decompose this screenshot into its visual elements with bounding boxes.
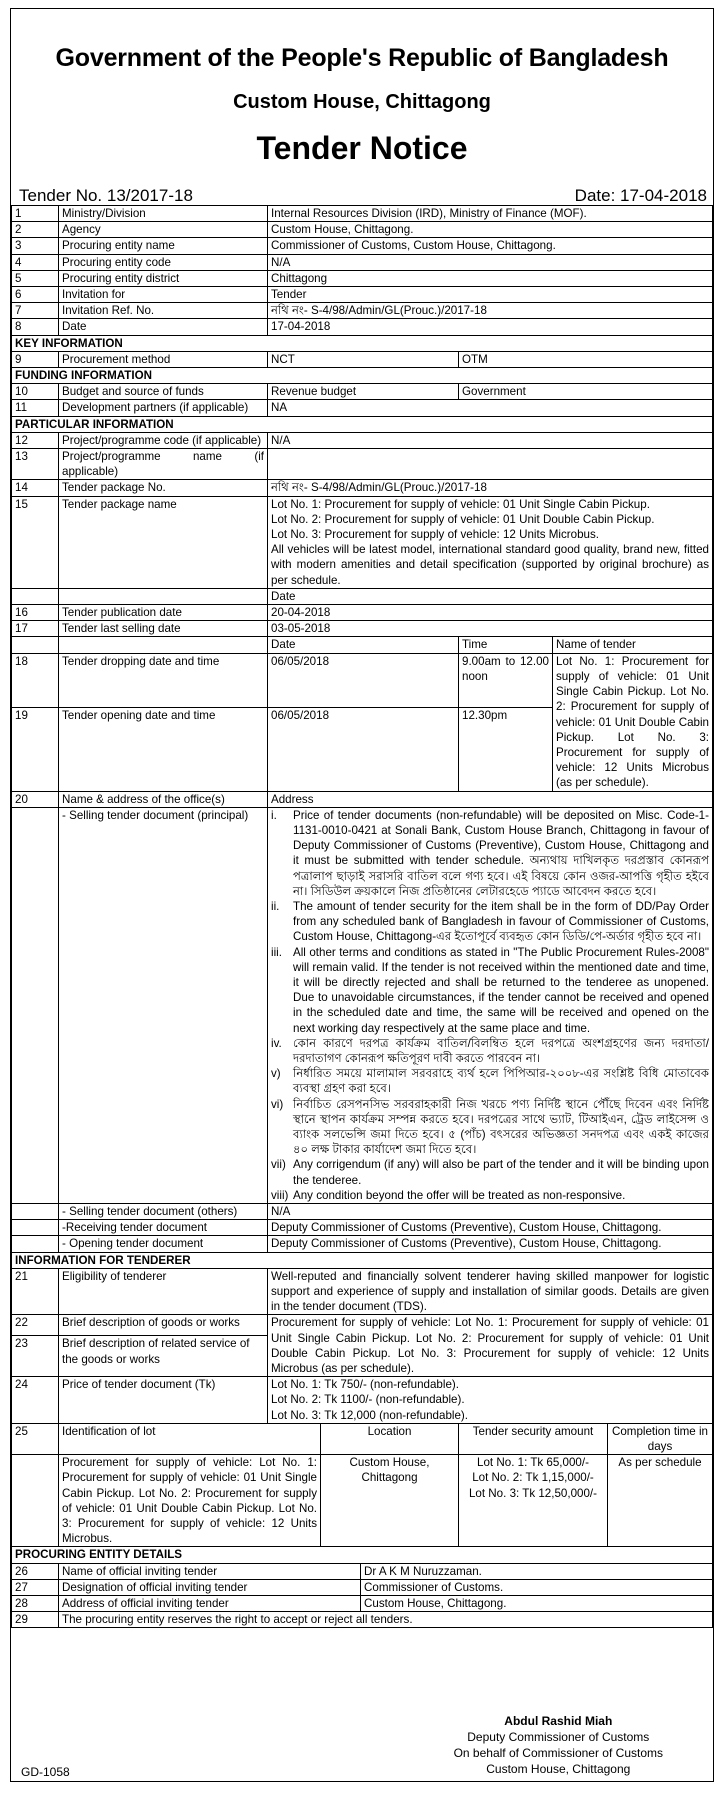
table-row: 22 Brief description of goods or works Procurement for supply of vehicle: Lot No. 1: Procurement for supply of vehicle: 01 Unit Single Cabin Pickup. Lot No. 2: Procurement for supply of vehicle: 01 Unit Double Cabin Pickup. Lot No. 3: Procurement for supply of vehicle: 12 Units Microbus (as per schedule). — [12, 1315, 713, 1336]
table-row: 29 The procuring entity reserves the right to accept or reject all tenders. — [12, 1612, 713, 1628]
table-row: 19 Tender opening date and time 06/05/2018 12.30pm — [12, 707, 713, 791]
terms-list — [271, 808, 709, 1203]
table-row: - Selling tender document (principal) i. Price of tender documents (non-refundable) will be deposited on Misc. Code-1-1131-0010-0421 at Sonali Bank, Custom House Branch, Chittagong in favour of Deputy Commissioner of Customs (Preventive), Custom House, Chittagong and it must be submitted with tender schedule. অন্যথায় দাখিলকৃত দরপ্রস্তাব কোনরূপ পত্রালাপ ছাড়াই সরাসরি বাতিল বলে গণ্য হবে। এই বিষয়ে কোন ওজর-আপত্তি গৃহীত হইবে না। সিডিউল ক্রয়কালে নিজ প্রতিষ্ঠানের লেটারহেডে প্যাডে আবেদন করতে হবে। ii. The amount of tender security for the item shall be in the form of DD/Pay Order from any scheduled bank of Bangladesh in favour of Commissioner of Customs, Custom House, Chittagong-এর ইতোপূর্বে ব্যবহৃত কোন ডিডি/পে-অর্ডার গৃহীত হবে না। iii. All other terms and conditions as stated in "The Public Procurement Rules-2008" will remain valid. If the tender is not received within the mentioned date and time, it will be directly rejected and shall be returned to the tenderee as unopened. Due to unavoidable circumstances, if the tender cannot be received and opened in the scheduled date and time, the same will be received and opened on the next working day respectively at the same place and time. iv. কোন কারণে দরপত্র কার্যক্রম বাতিল/বিলম্বিত হলে দরপত্রে অংশগ্রহণের জন্য দরদাতা/দরদাতাগণ কোনরূপ ক্ষতিপূরণ দাবী করতে পারবেন না। v) নির্ধারিত সময়ে মালামাল সরবরাহে ব্যর্থ হলে পিপিআর-২০০৮-এর সংশ্লিষ্ট বিধি মোতাবেক ব্যবস্থা গ্রহণ করা হবে। vi) নির্বাচিত রেসপনসিভ সরবরাহকারী নিজ খরচে পণ্য নির্দিষ্ট স্থানে পৌঁছে দিবেন এবং নির্দিষ্ট স্থানে স্থাপন কার্যক্রম সম্পন্ন করতে হবে। দরপত্রের সাথে ভ্যাট, টিআইএন, ট্রেড লাইসেন্স ও ব্যাংক সলভেন্সি জমা দিতে হবে। ৫ (পাঁচ) বৎসরের অভিজ্ঞতা সনদপত্র এবং একই কাজের ৪০ লক্ষ টাকার কার্যাদেশ জমা দিতে হবে। vii) Any corrigendum (if any) will also be part of the tender and it will be binding upon the tenderee. viii) Any condition beyond the offer will be treated as non-responsive. — [12, 807, 713, 1203]
table-row: 28 Address of official inviting tender Custom House, Chittagong. — [12, 1596, 713, 1612]
goods-description: Procurement for supply of vehicle: Lot No. 1: Procurement for supply of vehicle: 01 Unit Single Cabin Pickup. Lot No. 2: Procurement for supply of vehicle: 01 Unit Double Cabin Pickup. Lot No. 3: Procurement for supply of vehicle: 12 Units Microbus (as per schedule). — [268, 1315, 713, 1377]
table-row: 11 Development partners (if applicable) NA — [12, 400, 713, 416]
table-row: 23 Brief description of related service of the goods or works — [12, 1336, 713, 1377]
table-row: 18 Tender dropping date and time 06/05/2018 9.00am to 12.00 noon Lot No. 1: Procurement for supply of vehicle: 01 Unit Single Cabin Pickup. Lot No. 2: Procurement for supply of vehicle: 01 Unit Double Cabin Pickup. Lot No. 3: Procurement for supply of vehicle: 12 Units Microbus (as per schedule). — [12, 653, 713, 707]
table-row: 2 Agency Custom House, Chittagong. — [12, 222, 713, 238]
government-heading: Government of the People's Republic of Bangladesh — [55, 44, 669, 72]
signatory-name: Abdul Rashid Miah — [504, 1714, 613, 1728]
table-row: - Selling tender document (others) N/A — [12, 1204, 713, 1220]
table-row: 9 Procurement method NCT OTM — [12, 351, 713, 367]
table-row: 12 Project/programme code (if applicable) N/A — [12, 432, 713, 448]
table-row: 3 Procuring entity name Commissioner of Customs, Custom House, Chittagong. — [12, 238, 713, 254]
table-row: 8 Date 17-04-2018 — [12, 319, 713, 335]
term-item: vii) Any corrigendum (if any) will also be part of the tender and it will be binding upon the tenderee. — [271, 1158, 709, 1187]
table-row: 4 Procuring entity code N/A — [12, 254, 713, 270]
term-item: viii) Any condition beyond the offer will be treated as non-responsive. — [271, 1188, 626, 1202]
tender-number: Tender No. 13/2017-18 — [19, 186, 193, 205]
table-row: 20 Name & address of the office(s) Address — [12, 791, 713, 807]
table-row: 27 Designation of official inviting tender Commissioner of Customs. — [12, 1579, 713, 1595]
office-heading: Custom House, Chittagong — [233, 91, 491, 113]
section-procuring-entity: PROCURING ENTITY DETAILS — [12, 1547, 713, 1563]
notice-meta — [19, 186, 707, 205]
table-row: Date Time Name of tender — [12, 637, 713, 653]
footer-code: GD-1058 — [21, 1765, 70, 1779]
table-row: 21 Eligibility of tenderer Well-reputed and financially solvent tenderer having skilled manpower for logistic support and experience of supply and installation of similar goods. Details are given in the tender document (TDS). — [12, 1268, 713, 1315]
table-row: 13 Project/programme name (if applicable) — [12, 449, 713, 480]
table-row: 7 Invitation Ref. No. নথি নং- S-4/98/Admin/GL(Prouc.)/2017-18 — [12, 303, 713, 319]
term-item: i. Price of tender documents (non-refundable) will be deposited on Misc. Code-1-1131-0010-0421 at Sonali Bank, Custom House Branch, Chittagong in favour of Deputy Commissioner of Customs (Preventive), Custom House, Chittagong and it must be submitted with tender schedule. অন্যথায় দাখিলকৃত দরপ্রস্তাব কোনরূপ পত্রালাপ ছাড়াই সরাসরি বাতিল বলে গণ্য হবে। এই বিষয়ে কোন ওজর-আপত্তি গৃহীত হইবে না। সিডিউল ক্রয়কালে নিজ প্রতিষ্ঠানের লেটারহেডে প্যাডে আবেদন করতে হবে। — [271, 808, 709, 898]
term-item: iii. All other terms and conditions as stated in "The Public Procurement Rules-2008" will remain valid. If the tender is not received within the mentioned date and time, it will be directly rejected and shall be returned to the tenderee as unopened. Due to unavoidable circumstances, if the tender cannot be received and opened in the scheduled date and time, the same will be received and opened on the next working day respectively at the same place and time. — [271, 945, 709, 1035]
table-row: 16 Tender publication date 20-04-2018 — [12, 605, 713, 621]
tender-notice-page — [10, 8, 714, 1782]
tender-table — [11, 205, 713, 1628]
term-item: v) নির্ধারিত সময়ে মালামাল সরবরাহে ব্যর্থ হলে পিপিআর-২০০৮-এর সংশ্লিষ্ট বিধি মোতাবেক ব্যবস্থা গ্রহণ করা হবে। — [271, 1067, 709, 1096]
notice-date: Date: 17-04-2018 — [574, 186, 707, 205]
table-row: - Opening tender document Deputy Commissioner of Customs (Preventive), Custom House, Chittagong. — [12, 1236, 713, 1252]
table-row: 24 Price of tender document (Tk) Lot No. 1: Tk 750/- (non-refundable). Lot No. 2: Tk 1100/- (non-refundable). Lot No. 3: Tk 12,000 (non-refundable). — [12, 1377, 713, 1424]
signature-block: Abdul Rashid Miah Deputy Commissioner of Customs On behalf of Commissioner of Customs Custom House, Chittagong — [453, 1714, 663, 1776]
section-funding-information: FUNDING INFORMATION — [12, 368, 713, 384]
table-row: Procurement for supply of vehicle: Lot No. 1: Procurement for supply of vehicle: 01 Unit Single Cabin Pickup. Lot No. 2: Procurement for supply of vehicle: 01 Unit Double Cabin Pickup. Lot No. 3: Procurement for supply of vehicle: 12 Units Microbus. Custom House, Chittagong Lot No. 1: Tk 65,000/- Lot No. 2: Tk 1,15,000/- Lot No. 3: Tk 12,50,000/- As per schedule — [12, 1455, 713, 1547]
section-key-information: KEY INFORMATION — [12, 335, 713, 351]
term-item: ii. The amount of tender security for the item shall be in the form of DD/Pay Order from any scheduled bank of Bangladesh in favour of Commissioner of Customs, Custom House, Chittagong-এর ইতোপূর্বে ব্যবহৃত কোন ডিডি/পে-অর্ডার গৃহীত হবে না। — [271, 899, 709, 944]
term-item: iv. কোন কারণে দরপত্র কার্যক্রম বাতিল/বিলম্বিত হলে দরপত্রে অংশগ্রহণের জন্য দরদাতা/দরদাতাগণ কোনরূপ ক্ষতিপূরণ দাবী করতে পারবেন না। — [271, 1036, 709, 1065]
table-row: Date — [12, 588, 713, 604]
table-row: -Receiving tender document Deputy Commissioner of Customs (Preventive), Custom House, Chittagong. — [12, 1220, 713, 1236]
term-item: vi) নির্বাচিত রেসপনসিভ সরবরাহকারী নিজ খরচে পণ্য নির্দিষ্ট স্থানে পৌঁছে দিবেন এবং নির্দিষ্ট স্থানে স্থাপন কার্যক্রম সম্পন্ন করতে হবে। দরপত্রের সাথে ভ্যাট, টিআইএন, ট্রেড লাইসেন্স ও ব্যাংক সলভেন্সি জমা দিতে হবে। ৫ (পাঁচ) বৎসরের অভিজ্ঞতা সনদপত্র এবং একই কাজের ৪০ লক্ষ টাকার কার্যাদেশ জমা দিতে হবে। — [271, 1097, 709, 1157]
table-row: 5 Procuring entity district Chittagong — [12, 270, 713, 286]
table-row: 1 Ministry/Division Internal Resources Division (IRD), Ministry of Finance (MOF). — [12, 206, 713, 222]
notice-title: Tender Notice — [256, 130, 468, 166]
section-particular-information: PARTICULAR INFORMATION — [12, 416, 713, 432]
section-information-for-tenderer: INFORMATION FOR TENDERER — [12, 1252, 713, 1268]
table-row: 17 Tender last selling date 03-05-2018 — [12, 621, 713, 637]
tender-names: Lot No. 1: Procurement for supply of vehicle: 01 Unit Single Cabin Pickup. Lot No. 2: Procurement for supply of vehicle: 01 Unit Double Cabin Pickup. Lot No. 3: Procurement for supply of vehicle: 12 Units Microbus (as per schedule). — [553, 653, 713, 791]
table-row: 10 Budget and source of funds Revenue budget Government — [12, 384, 713, 400]
table-row: 6 Invitation for Tender — [12, 287, 713, 303]
table-row: 14 Tender package No. নথি নং- S-4/98/Admin/GL(Prouc.)/2017-18 — [12, 480, 713, 496]
table-row: 26 Name of official inviting tender Dr A K M Nuruzzaman. — [12, 1563, 713, 1579]
table-row: 25 Identification of lot Location Tender security amount Completion time in days — [12, 1423, 713, 1454]
table-row: 15 Tender package name Lot No. 1: Procurement for supply of vehicle: 01 Unit Single Cabin Pickup. Lot No. 2: Procurement for supply of vehicle: 01 Unit Double Cabin Pickup. Lot No. 3: Procurement for supply of vehicle: 12 Units Microbus. All vehicles will be latest model, international standard good quality, brand new, fitted with modern amenities and detail specification (supported by original brochure) as per schedule. — [12, 496, 713, 588]
